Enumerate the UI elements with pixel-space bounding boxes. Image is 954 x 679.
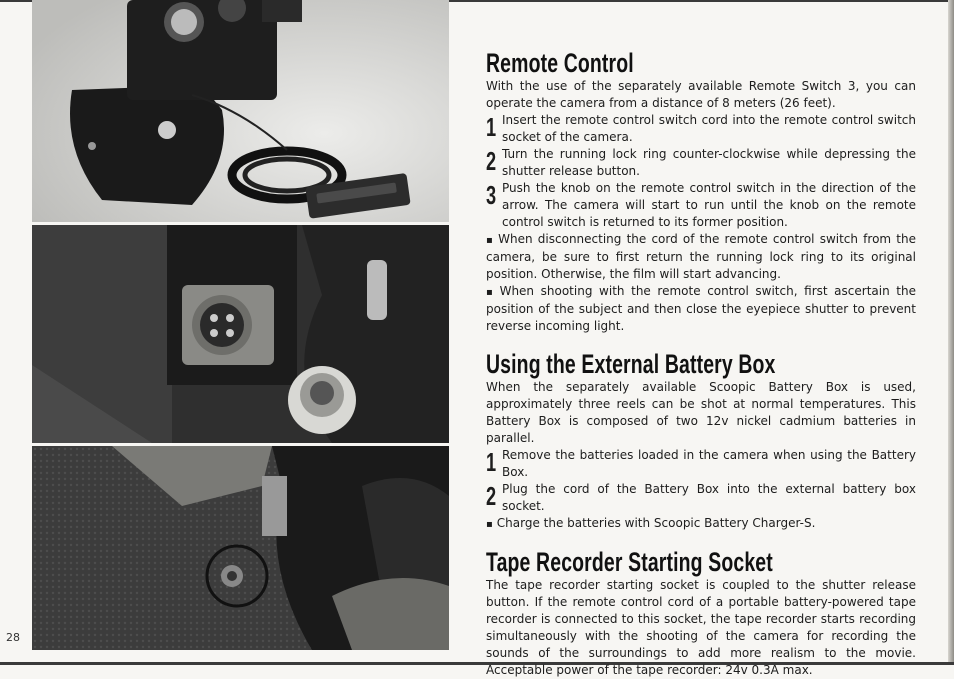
page-binding-edge — [948, 0, 954, 665]
photo-remote-socket — [32, 225, 449, 443]
remote-note-disconnect: ▪ When disconnecting the cord of the remote control switch from the camera, be sure to first return the running lock ring to its original position. Otherwise, the film will start advancing. — [486, 231, 916, 283]
step-number: 3 — [486, 180, 497, 210]
step-text: Push the knob on the remote control switch in the direction of the arrow. The camera will start to run until the knob on the remote control switch is returned to its former position. — [502, 181, 916, 229]
remote-step-2 — [486, 146, 916, 180]
photo-remote-control-switch — [32, 0, 449, 222]
heading-tape-recorder-socket: Tape Recorder Starting Socket — [486, 547, 773, 577]
step-number: 2 — [486, 481, 497, 511]
step-text: Insert the remote control switch cord into the remote control switch socket of the camera. — [502, 113, 916, 144]
step-number: 1 — [486, 112, 497, 142]
step-text: Turn the running lock ring counter-clockwise while depressing the shutter release button. — [502, 147, 916, 178]
remote-note-shooting: ▪ When shooting with the remote control switch, first ascertain the position of the subject and then close the eyepiece shutter to prevent reverse incoming light. — [486, 283, 916, 335]
battery-step-1 — [486, 447, 916, 481]
text-column — [486, 48, 916, 679]
remote-step-1 — [486, 112, 916, 146]
photo-tape-recorder-socket — [32, 446, 449, 650]
battery-note-charge: ▪ Charge the batteries with Scoopic Battery Charger-S. — [486, 515, 916, 533]
remote-step-3 — [486, 180, 916, 231]
battery-intro: When the separately available Scoopic Battery Box is used, approximately three reels can be shot at normal temperatures. This Battery Box is composed of two 12v nickel cadmium batteries in parallel. — [486, 380, 916, 445]
remote-control-intro: With the use of the separately available Remote Switch 3, you can operate the camera from a distance of 8 meters (26 feet). — [486, 79, 916, 110]
step-number: 1 — [486, 447, 497, 477]
step-number: 2 — [486, 146, 497, 176]
tape-recorder-body: The tape recorder starting socket is coupled to the shutter release button. If the remote control cord of a portable battery-powered tape recorder is connected to this socket, the tape recorder starts recording simultaneously with the shooting of the camera for recording the sounds of the surroundings to add more realism to the movie. Acceptable power of the tape recorder: 24v 0.3A max. — [486, 578, 916, 677]
heading-remote-control: Remote Control — [486, 48, 634, 78]
heading-external-battery-box: Using the External Battery Box — [486, 349, 776, 379]
battery-step-2 — [486, 481, 916, 515]
page-number: 28 — [6, 631, 20, 644]
step-text: Plug the cord of the Battery Box into the external battery box socket. — [502, 482, 916, 513]
step-text: Remove the batteries loaded in the camera when using the Battery Box. — [502, 448, 916, 479]
